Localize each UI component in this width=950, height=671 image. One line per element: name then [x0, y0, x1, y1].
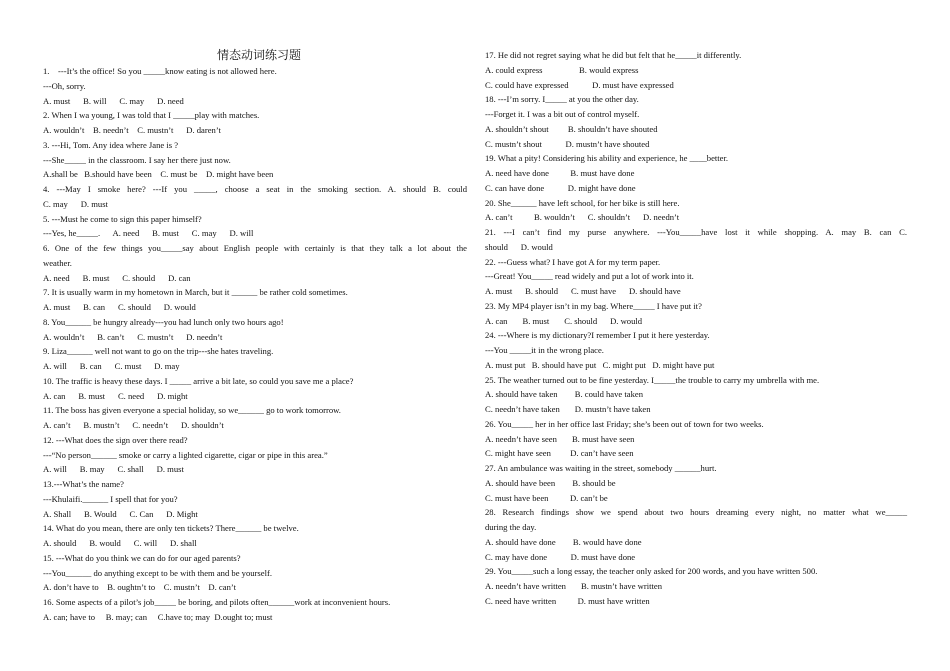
question-line: ---Oh, sorry. — [43, 80, 86, 91]
question-line: A. can’t B. mustn’t C. needn’t D. shouldn’t — [43, 420, 224, 430]
question-line: 25. The weather turned out to be fine yesterday. I_____the trouble to carry my umbrella with me. — [485, 374, 820, 385]
question-line: C. may D. must — [43, 198, 108, 209]
question-line: A. must B. can C. should D. would — [43, 302, 196, 312]
question-line: 1. ---It’s the office! So you _____know eating is not allowed here. — [43, 66, 277, 76]
question-line: A. should B. would C. will D. shall — [43, 538, 197, 548]
question-line: 6. One of the few things you_____say about English people with certainly is that they talk a lot about the — [43, 243, 467, 253]
question-line: A.shall be B.should have been C. must be D. might have been — [43, 169, 274, 180]
question-line: 29. You_____such a long essay, the teacher only asked for 200 words, and you have written 500. — [485, 566, 818, 577]
question-line: 12. ---What does the sign over there read? — [43, 434, 188, 445]
question-line: A. can B. must C. should D. would — [485, 315, 643, 326]
question-line: ---She_____ in the classroom. I say her there just now. — [43, 154, 231, 165]
question-line: A. will B. can C. must D. may — [43, 361, 180, 371]
question-line: A. need have done B. must have done — [485, 168, 635, 178]
question-line: 10. The traffic is heavy these days. I _____ arrive a bit late, so could you save me a place? — [43, 375, 354, 386]
question-line: A. must B. will C. may D. need — [43, 95, 184, 106]
right-questions — [485, 48, 907, 609]
question-line: A. should have done B. would have done — [485, 536, 642, 547]
question-line: weather. — [43, 257, 72, 268]
question-line: C. can have done D. might have done — [485, 182, 636, 193]
question-line: 28. Research findings show we spend about two hours dreaming every night, no matter what we_____ — [485, 507, 907, 518]
question-line: C. must have been D. can’t be — [485, 492, 608, 503]
question-line: 20. She______ have left school, for her bike is still here. — [485, 197, 680, 208]
right-column — [485, 48, 907, 609]
question-line: ---You______ do anything except to be with them and be yourself. — [43, 567, 272, 578]
question-line: ---“No person______ smoke or carry a lighted cigarette, cigar or pipe in this area.” — [43, 449, 328, 460]
left-column — [43, 46, 467, 625]
question-line: C. could have expressed D. must have expressed — [485, 79, 674, 90]
question-line: 18. ---I’m sorry. I_____ at you the other day. — [485, 94, 639, 105]
question-line: 8. You______ be hungry already---you had lunch only two hours ago! — [43, 316, 284, 327]
question-line: 13.---What’s the name? — [43, 479, 124, 489]
question-line: A. Shall B. Would C. Can D. Might — [43, 508, 198, 519]
question-line: ---Great! You_____ read widely and put a lot of work into it. — [485, 271, 694, 282]
question-line: ---Khulaifi.______ I spell that for you? — [43, 493, 178, 504]
question-line: C. mustn’t shout D. mustn’t have shouted — [485, 138, 650, 149]
question-line: 4. ---May I smoke here? ---If you _____, choose a seat in the smoking section. A. should B. could — [43, 184, 467, 194]
question-line: C. needn’t have taken D. mustn’t have taken — [485, 404, 651, 414]
question-line: 26. You_____ her in her office last Friday; she’s been out of town for two weeks. — [485, 418, 764, 429]
question-line: 3. ---Hi, Tom. Any idea where Jane is ? — [43, 139, 179, 150]
question-line: A. wouldn’t B. needn’t C. mustn’t D. daren’t — [43, 125, 221, 135]
question-line: should D. would — [485, 241, 553, 252]
question-line: A. need B. must C. should D. can — [43, 272, 191, 283]
question-line: A. must B. should C. must have D. should have — [485, 286, 681, 296]
question-line: A. can B. must C. need D. might — [43, 390, 188, 401]
question-line: A. don’t have to B. oughtn’t to C. mustn’t D. can’t — [43, 582, 236, 593]
question-line: 7. It is usually warm in my hometown in March, but it ______ be rather cold sometimes. — [43, 287, 348, 298]
question-line: 19. What a pity! Considering his ability and experience, he ____better. — [485, 153, 729, 164]
question-line: A. can’t B. wouldn’t C. shouldn’t D. needn’t — [485, 212, 680, 223]
question-line: ---Yes, he_____. A. need B. must C. may D. will — [43, 228, 254, 239]
question-line: A. wouldn’t B. can’t C. mustn’t D. needn’t — [43, 331, 223, 342]
question-line: 5. ---Must he come to sign this paper himself? — [43, 213, 202, 224]
question-line: during the day. — [485, 522, 537, 532]
question-line: A. shouldn’t shout B. shouldn’t have shouted — [485, 123, 658, 134]
question-line: 15. ---What do you think we can do for our aged parents? — [43, 552, 241, 563]
question-line: 23. My MP4 player isn’t in my bag. Where_____ I have put it? — [485, 300, 702, 311]
question-line: 17. He did not regret saying what he did but felt that he_____it differently. — [485, 50, 742, 60]
question-line: 27. An ambulance was waiting in the street, somebody ______hurt. — [485, 463, 717, 473]
question-line: A. could express B. would express — [485, 64, 639, 75]
question-line: C. may have done D. must have done — [485, 551, 636, 562]
question-line: A. will B. may C. shall D. must — [43, 464, 184, 475]
question-line: C. might have seen D. can’t have seen — [485, 448, 634, 459]
question-line: A. should have been B. should be — [485, 477, 616, 488]
question-line: 21. ---I can’t find my purse anywhere. ---You_____have lost it while shopping. A. may B. can C. — [485, 227, 907, 237]
question-line: 16. Some aspects of a pilot’s job_____ be boring, and pilots often______work at inconvenient hours. — [43, 597, 391, 607]
question-line: 24. ---Where is my dictionary?I remember I put it here yesterday. — [485, 330, 710, 341]
question-line: 14. What do you mean, there are only ten tickets? There______ be twelve. — [43, 523, 299, 534]
question-line: A. must put B. should have put C. might put D. might have put — [485, 359, 715, 370]
question-line: 9. Liza______ well not want to go on the trip---she hates traveling. — [43, 346, 274, 357]
question-line: 2. When I wa young, I was told that I _____play with matches. — [43, 110, 260, 121]
question-line: A. needn’t have seen B. must have seen — [485, 433, 635, 444]
question-line: ---Forget it. I was a bit out of control myself. — [485, 109, 640, 119]
question-line: ---You _____it in the wrong place. — [485, 345, 604, 355]
question-line: A. should have taken B. could have taken — [485, 389, 643, 400]
question-line: 22. ---Guess what? I have got A for my term paper. — [485, 256, 661, 267]
question-line: A. can; have to B. may; can C.have to; may D.ought to; must — [43, 611, 273, 622]
question-line: 11. The boss has given everyone a special holiday, so we______ go to work tomorrow. — [43, 405, 341, 416]
question-line: A. needn’t have written B. mustn’t have written — [485, 581, 663, 591]
page-title: 情态动词练习题 — [216, 48, 301, 62]
left-questions — [43, 64, 467, 625]
question-line: C. need have written D. must have written — [485, 595, 650, 606]
